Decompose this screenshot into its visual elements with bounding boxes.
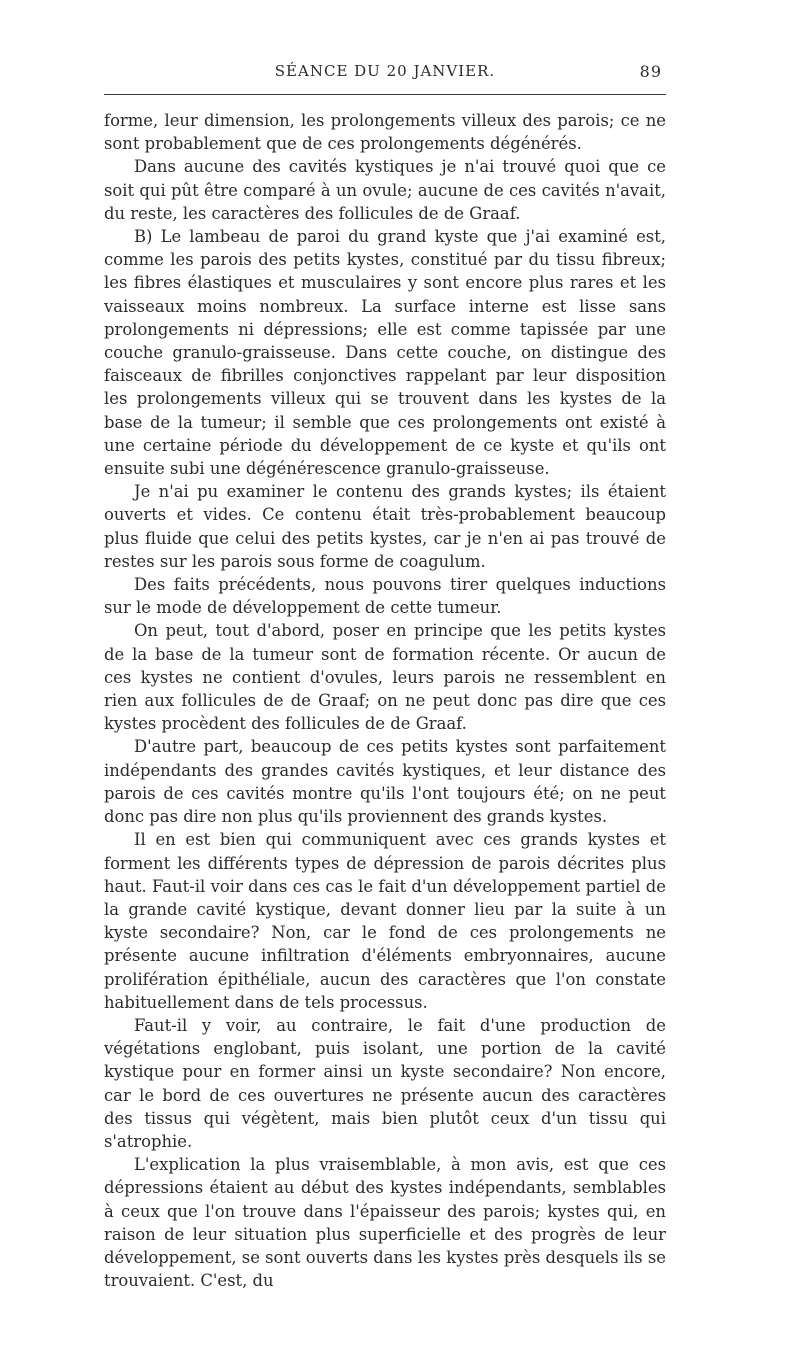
paragraph: Je n'ai pu examiner le contenu des grands kystes; ils étaient ouverts et vides. Ce contenu était très-probablement beaucoup plus fluide que celui des petits kystes, car je n'en ai pas trouvé de restes sur les parois sous forme de coagulum. bbox=[104, 482, 666, 571]
paragraph: D'autre part, beaucoup de ces petits kystes sont parfaitement indépendants des grandes cavités kystiques, et leur distance des parois de ces cavités montre qu'ils l'ont toujours été; on ne peut donc pas dire non plus qu'ils proviennent des grands kystes. bbox=[104, 737, 666, 827]
book-page bbox=[104, 58, 666, 1292]
paragraph: Faut-il y voir, au contraire, le fait d'une production de végétations englobant, puis isolant, une portion de la cavité kystique pour en former ainsi un kyste secondaire? Non encore, car le bord de ces ouvertures ne présente aucun des caractères des tissus qui végètent, mais bien plutôt ceux d'un tissu qui s'atrophie. bbox=[104, 1015, 666, 1151]
paragraph: B) Le lambeau de paroi du grand kyste que j'ai examiné est, comme les parois des petits kystes, constitué par du tissu fibreux; les fibres élastiques et musculaires y sont encore plus rares et les vaisseaux moins nombreux. La surface interne est lisse sans prolongements ni dépressions; elle est comme tapissée par une couche granulo-graisseuse. Dans cette couche, on distingue des faisceaux de fibrilles conjonctives rappelant par leur disposition les prolongements villeux qui se trouvent dans les kystes de la base de la tumeur; il semble que ces prolongements ont existé à une certaine période du développement de ce kyste et qu'ils ont ensuite subi une dégénérescence granulo-graisseuse. bbox=[104, 227, 666, 479]
paragraph: Dans aucune des cavités kystiques je n'ai trouvé quoi que ce soit qui pût être comparé à un ovule; aucune de ces cavités n'avait, du reste, les caractères des follicules de de Graaf. bbox=[104, 157, 666, 223]
page-number: 89 bbox=[639, 62, 662, 81]
paragraph-continued: forme, leur dimension, les prolongements villeux des parois; ce ne sont probablement que de ces prolongements dégénérés. bbox=[104, 111, 666, 154]
paragraph: L'explication la plus vraisemblable, à mon avis, est que ces dépressions étaient au début des kystes indépendants, semblables à ceux que l'on trouve dans l'épaisseur des parois; kystes qui, en raison de leur situation plus superficielle et des progrès de leur développement, se sont ouverts dans les kystes près desquels ils se trouvaient. C'est, du bbox=[104, 1155, 666, 1291]
running-header bbox=[104, 58, 666, 84]
running-title: SÉANCE DU 20 JANVIER. bbox=[274, 62, 496, 80]
header-rule bbox=[104, 94, 666, 95]
paragraph: Il en est bien qui communiquent avec ces grands kystes et forment les différents types de dépression de parois décrites plus haut. Faut-il voir dans ces cas le fait d'un développement partiel de la grande cavité kystique, devant donner lieu par la suite à un kyste secondaire? Non, car le fond de ces prolongements ne présente aucune infiltration d'éléments embryonnaires, aucune prolifération épithéliale, aucun des caractères que l'on constate habituellement dans de tels processus. bbox=[104, 830, 666, 1012]
paragraph: Des faits précédents, nous pouvons tirer quelques inductions sur le mode de développement de cette tumeur. bbox=[104, 575, 666, 618]
paragraph: On peut, tout d'abord, poser en principe que les petits kystes de la base de la tumeur sont de formation récente. Or aucun de ces kystes ne contient d'ovules, leurs parois ne ressemblent en rien aux follicules de de Graaf; on ne peut donc pas dire que ces kystes procèdent des follicules de de Graaf. bbox=[104, 621, 666, 734]
body-text bbox=[104, 109, 666, 1292]
